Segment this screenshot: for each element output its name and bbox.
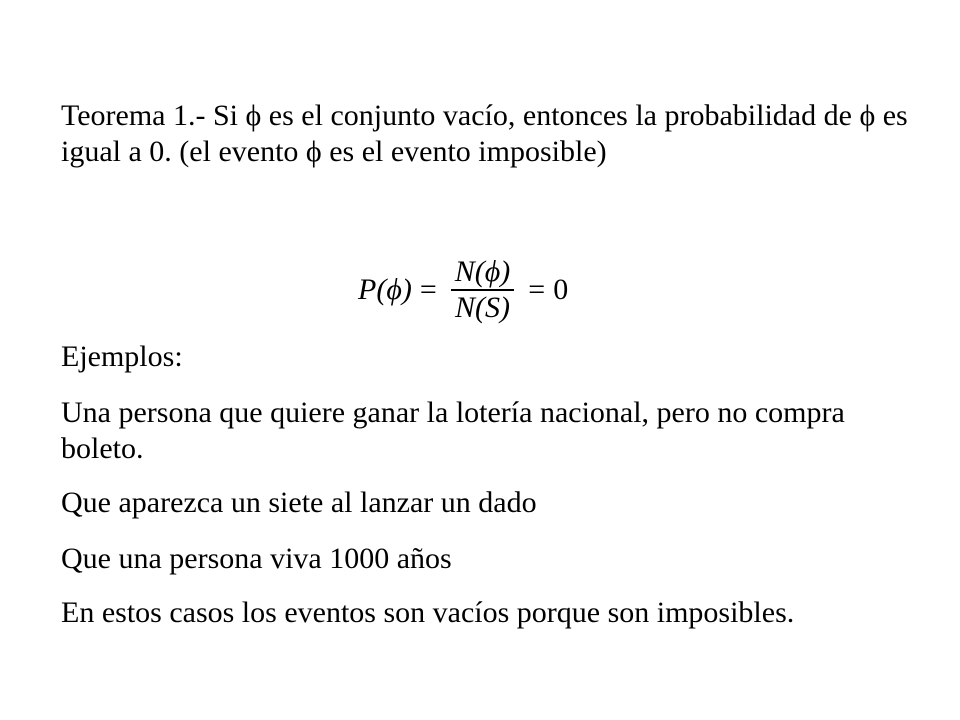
theorem-text: Teorema 1.- Si ϕ es el conjunto vacío, entonces la probabilidad de ϕ es igual a 0. (el evento ϕ es el evento imposible)	[61, 99, 908, 168]
formula-fraction	[451, 255, 515, 325]
example-item: Una persona que quiere ganar la lotería nacional, pero no compra boleto.	[61, 396, 845, 465]
example-item: Que una persona viva 1000 años	[61, 542, 452, 575]
formula-denominator: N(S)	[455, 291, 511, 324]
probability-formula	[358, 252, 568, 328]
conclusion-text: En estos casos los eventos son vacíos porque son imposibles.	[61, 596, 795, 629]
example-item: Que aparezca un siete al lanzar un dado	[61, 486, 537, 519]
formula-result: 0	[553, 273, 569, 306]
formula-numerator: N(ϕ)	[454, 255, 511, 288]
formula-equals-sign-2: =	[528, 273, 546, 306]
formula-lhs: P(ϕ)	[358, 273, 412, 306]
examples-heading: Ejemplos:	[61, 340, 183, 373]
formula-equals-sign: =	[419, 273, 437, 306]
